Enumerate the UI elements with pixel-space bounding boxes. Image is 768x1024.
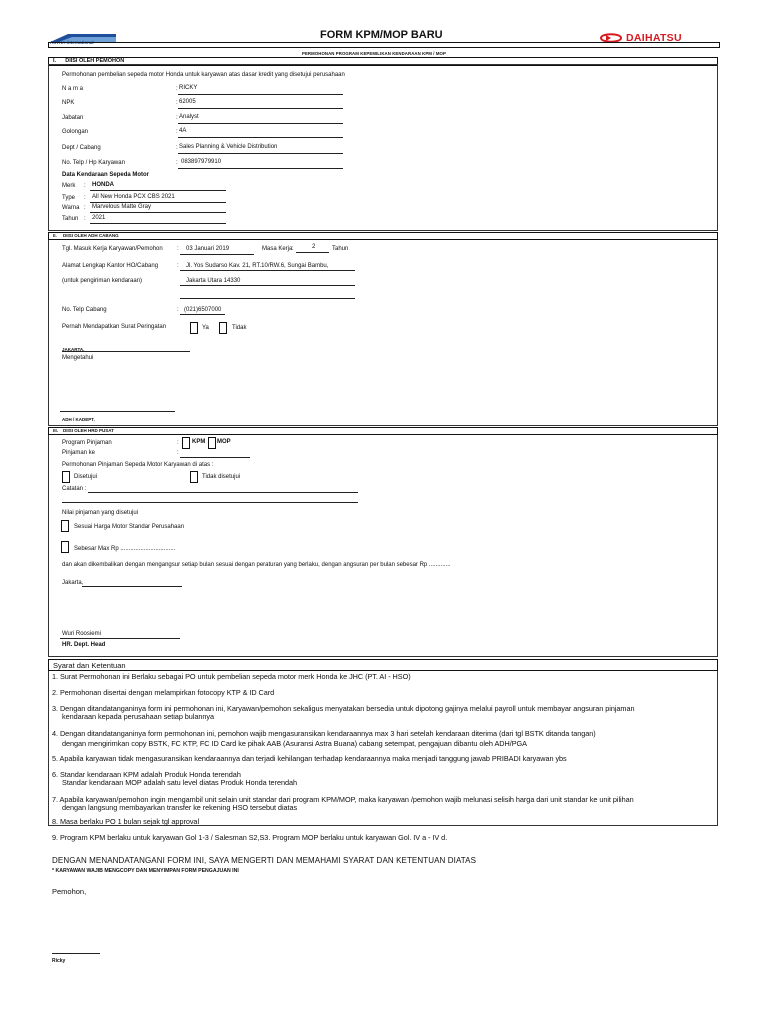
field-label-telp: No. Telp / Hp Karyawan [62, 160, 125, 166]
section3-jakarta: Jakarta, [62, 580, 84, 586]
term-item: 5. Apabila karyawan tidak mengasuransikan kendaraannya dan terjadi kehilangan terhadap kendaraannya maka menjadi tanggung jawab PRIBADI karyawan ybs [52, 754, 567, 763]
field-line [90, 190, 226, 191]
disetujui-label: Disetujui [74, 474, 98, 480]
vehicle-label-tahun: Tahun [62, 216, 79, 222]
vehicle-value-type[interactable]: All New Honda PCX CBS 2021 [92, 194, 175, 200]
term-item: 2. Permohonan disertai dengan melampirkan fotocopy KTP & ID Card [52, 688, 275, 697]
alamat-line2[interactable]: Jakarta Utara 14330 [186, 278, 241, 284]
nilai-label: Nilai pinjaman yang disetujui [62, 510, 139, 516]
signature-line [82, 586, 182, 587]
field-colon: : [177, 450, 179, 456]
field-line [178, 108, 343, 109]
tidak-disetujui-checkbox[interactable] [190, 471, 198, 483]
sesuai-label: Sesuai Harga Motor Standar Perusahaan [74, 524, 185, 530]
field-line [178, 153, 343, 154]
telp-cabang-label: No. Telp Cabang [62, 307, 107, 313]
tgl-masuk-label: Tgl. Masuk Kerja Karyawan/Pemohon [62, 246, 163, 252]
field-value-nama[interactable]: RICKY [179, 85, 198, 91]
pengiriman-label: (untuk pengiriman kendaraan) [62, 278, 143, 284]
term-item: 4. Dengan ditandatanganinya form permohonan ini, pemohon wajib mengasuransikan kendaraannya max 3 hari setelah kendaraan diterima (dari tgl BSTK ditanda tangan) [52, 729, 596, 738]
field-line [180, 314, 225, 315]
term-item: Standar kendaraan MOP adalah satu level diatas Produk Honda terendah [62, 778, 297, 787]
kpm-checkbox[interactable] [182, 437, 190, 449]
section2-jakarta: JAKARTA, [62, 347, 85, 352]
field-colon: : [177, 307, 179, 313]
field-colon: : [84, 183, 86, 189]
field-label-nama: N a m a [62, 86, 84, 92]
field-line [296, 252, 329, 253]
signature-line [60, 638, 180, 639]
tidak-disetujui-label: Tidak disetujui [202, 474, 241, 480]
peringatan-label: Pernah Mendapatkan Surat Peringatan [62, 324, 167, 330]
field-colon: : [176, 86, 178, 92]
pinjaman-ke-label: Pinjaman ke [62, 450, 96, 456]
field-colon: : [176, 129, 178, 135]
peringatan-tidak-checkbox[interactable] [219, 322, 227, 334]
vehicle-header: Data Kendaraan Sepeda Motor [62, 172, 150, 178]
form-title: FORM KPM/MOP BARU [320, 29, 443, 41]
field-value-golongan[interactable]: 4A [179, 128, 187, 134]
peringatan-ya-checkbox[interactable] [190, 322, 198, 334]
field-line [180, 254, 254, 255]
alamat-label: Alamat Lengkap Kantor HO/Cabang [62, 263, 159, 269]
term-item: 1. Surat Permohonan ini Berlaku sebagai PO untuk pembelian sepeda motor merk Honda ke JHC (PT. AI - HSO) [52, 672, 411, 681]
section2-title: II. DIISI OLEH ADH CABANG [53, 233, 119, 238]
vehicle-value-merk[interactable]: HONDA [92, 182, 114, 188]
section2-header [48, 232, 718, 240]
alamat-line1[interactable]: Jl. Yos Sudarso Kav. 21, RT.10/RW.6, Sungai Bambu, [186, 263, 329, 269]
field-colon: : [84, 216, 86, 222]
term-item: dengan langsung membayarkan transfer ke rekening HSO tersebut diatas [62, 803, 298, 812]
section3-title: III. DIISI OLEH HRD PUSAT [53, 428, 114, 433]
peringatan-tidak-label: Tidak [232, 325, 247, 331]
field-value-telp[interactable]: 083897979910 [181, 159, 222, 165]
field-colon: : [176, 115, 178, 121]
field-line [90, 202, 226, 203]
mop-label: MOP [217, 439, 231, 445]
field-label-npk: NPK [62, 100, 75, 106]
field-line [178, 94, 343, 95]
vehicle-value-warna[interactable]: Marvelous Matte Gray [92, 204, 152, 210]
vehicle-label-warna: Warna [62, 205, 80, 211]
field-colon: : [177, 246, 179, 252]
term-item: 8. Masa berlaku PO 1 bulan sejak tgl approval [52, 817, 200, 826]
term-item: 6. Standar kendaraan KPM adalah Produk Honda terendah [52, 770, 241, 779]
field-colon: : [176, 160, 178, 166]
field-colon: : [84, 195, 86, 201]
field-label-jabatan: Jabatan [62, 115, 84, 121]
catatan-label: Catatan : [62, 486, 87, 492]
sebesar-checkbox[interactable] [61, 541, 69, 553]
field-line [180, 285, 355, 286]
field-line [178, 123, 343, 124]
pemohon-label: Pemohon, [52, 887, 87, 896]
field-value-jabatan[interactable]: Analyst [179, 114, 199, 120]
daihatsu-logo-text: DAIHATSU [626, 32, 682, 44]
field-line [178, 168, 343, 169]
field-colon: : [177, 440, 179, 446]
term-item: 9. Program KPM berlaku untuk karyawan Gol 1-3 / Salesman S2,S3. Program MOP berlaku untuk karyawan Gol. IV a - IV d. [52, 833, 448, 842]
footer-statement: DENGAN MENANDATANGANI FORM INI, SAYA MENGERTI DAN MEMAHAMI SYARAT DAN KETENTUAN DIATAS [52, 856, 477, 865]
field-colon: : [84, 205, 86, 211]
field-line [90, 212, 226, 213]
section1-intro: Permohonan pembelian sepeda motor Honda untuk karyawan atas dasar kredit yang disetujui perusahaan [62, 72, 345, 78]
signature-line [62, 351, 190, 352]
field-value-npk[interactable]: 62005 [179, 99, 196, 105]
section3-signer-title: HR. Dept. Head [62, 642, 106, 648]
section3-header [48, 427, 718, 435]
kpm-label: KPM [192, 439, 206, 445]
footer-note: * KARYAWAN WAJIB MENGCOPY DAN MENYIMPAN FORM PENGAJUAN INI [52, 868, 239, 874]
telp-cabang-value[interactable]: (021)6507000 [184, 307, 222, 313]
tgl-masuk-value[interactable]: 03 Januari 2019 [186, 246, 230, 252]
field-colon: : [176, 145, 178, 151]
section1-title: I. DIISI OLEH PEMOHON [53, 58, 125, 64]
astra-logo-text: ASTRA international [50, 40, 94, 45]
catatan-line [88, 492, 358, 493]
term-item: 7. Apabila karyawan/pemohon ingin mengambil unit selain unit standar dari program KPM/MOP, maka karyawan /pemohon wajib melunasi selisih harga dari unit standar ke unit pilihan [52, 795, 634, 804]
field-label-dept: Dept / Cabang [62, 145, 101, 151]
terms-title: Syarat dan Ketentuan [53, 661, 126, 670]
masa-kerja-label: Masa Kerja [262, 246, 293, 252]
section2-signer: ADH / KADEPT. [62, 417, 95, 422]
disetujui-checkbox[interactable] [62, 471, 70, 483]
vehicle-label-type: Type [62, 195, 76, 201]
field-line [180, 270, 355, 271]
term-item: 3. Dengan ditandatanganinya form ini permohonan ini, Karyawan/pemohon sekaligus menyatakan bersedia untuk dipotong gajinya melalui payroll untuk membayar angsuran pinjaman [52, 704, 635, 713]
vehicle-value-tahun[interactable]: 2021 [92, 215, 106, 221]
mop-checkbox[interactable] [208, 437, 216, 449]
signature-line [52, 953, 100, 954]
catatan-line [62, 502, 358, 503]
peringatan-ya-label: Ya [202, 325, 209, 331]
field-line [180, 298, 355, 299]
sebesar-label: Sebesar Max Rp ................................. [74, 546, 176, 552]
terms-header [48, 659, 718, 671]
sesuai-checkbox[interactable] [61, 520, 69, 532]
field-colon: : [177, 263, 179, 269]
footer-signer: Ricky [52, 958, 66, 964]
field-line [178, 137, 343, 138]
term-item: kendaraan kepada perusahaan setiap bulannya [62, 712, 215, 721]
angsuran-text: dan akan dikembalikan dengan mengangsur setiap bulan sesuai dengan peraturan yang berlaku, dengan angsuran per bulan sebesar Rp ............. [62, 562, 451, 568]
permohonan-text: Permohonan Pinjaman Sepeda Motor Karyawan di atas : [62, 462, 214, 468]
masa-kerja-value[interactable]: 2 [312, 244, 316, 250]
field-line [90, 223, 226, 224]
field-line [180, 457, 250, 458]
tahun-label: Tahun [332, 246, 349, 252]
section3-signer-name: Wuri Roosiemi [62, 631, 101, 637]
field-colon: : [292, 246, 294, 252]
field-label-golongan: Golongan [62, 129, 89, 135]
form-subtitle: PERMOHONAN PROGRAM KEPEMILIKAN KENDARAAN KPM / MOP [302, 51, 446, 56]
mengetahui-label: Mengetahui [62, 355, 94, 361]
field-value-dept[interactable]: Sales Planning & Vehicle Distribution [179, 144, 278, 150]
vehicle-label-merk: Merk [62, 183, 76, 189]
program-pinjaman-label: Program Pinjaman [62, 440, 112, 446]
field-colon: : [176, 100, 178, 106]
header-rule [48, 42, 720, 48]
signature-line [60, 411, 175, 412]
term-item: dengan mengirimkan copy BSTK, FC KTP, FC ID Card ke pihak AAB (Asuransi Astra Buana) cabang setempat, pengajuan dibantu oleh ADH/PGA [62, 739, 527, 748]
